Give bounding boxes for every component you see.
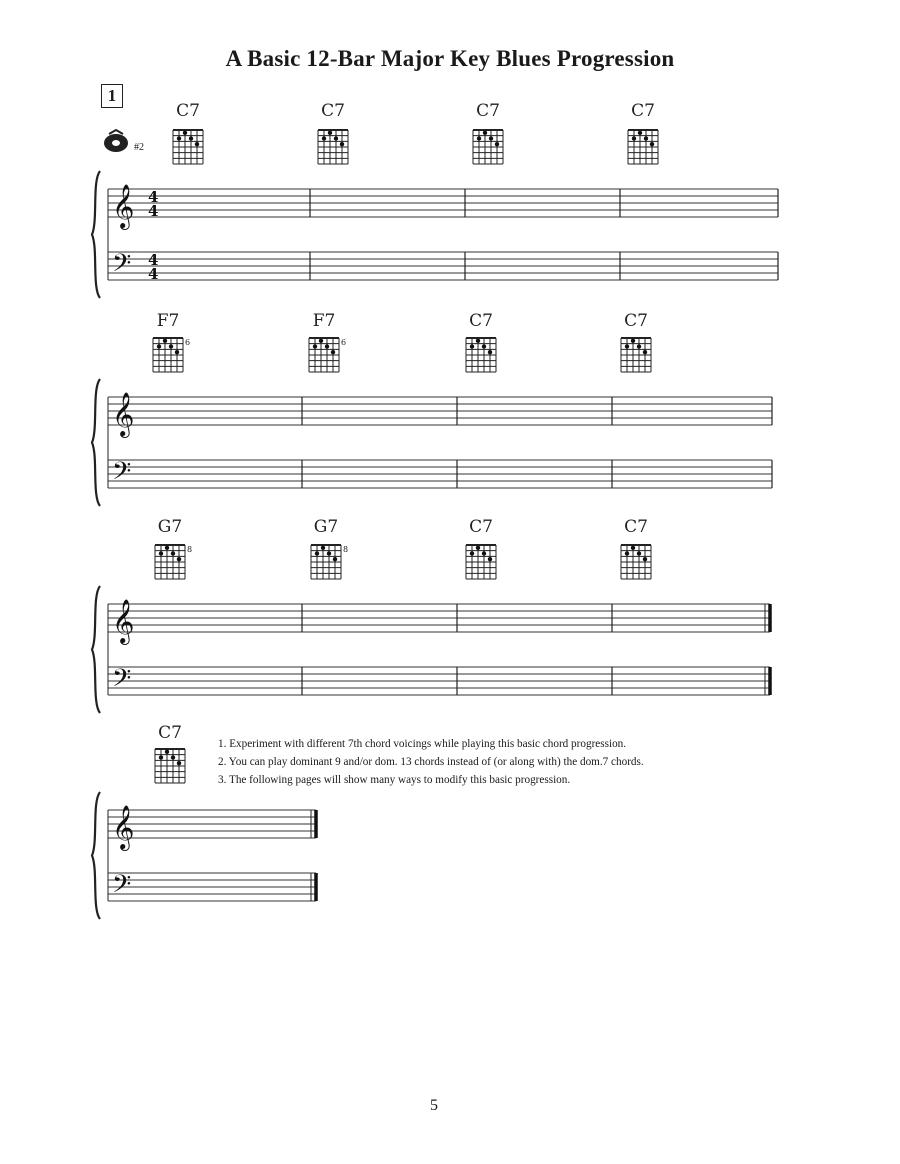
finger-dot	[644, 136, 648, 140]
finger-dot	[483, 131, 487, 135]
finger-dot	[319, 339, 323, 343]
finger-dot	[334, 136, 338, 140]
finger-dot	[637, 551, 641, 555]
chord-symbol: C7	[476, 101, 500, 121]
time-signature-bottom: 4	[148, 202, 159, 220]
chord-diagram	[311, 545, 348, 579]
chord-diagram	[466, 338, 496, 372]
finger-dot	[159, 755, 163, 759]
treble-clef: 𝄞	[112, 805, 135, 849]
finger-dot	[470, 344, 474, 348]
finger-dot	[163, 339, 167, 343]
finger-dot	[177, 761, 181, 765]
system-brace	[92, 379, 100, 506]
finger-dot	[631, 546, 635, 550]
finger-dot	[189, 136, 193, 140]
chord-symbol: F7	[312, 311, 336, 331]
finger-dot	[328, 131, 332, 135]
treble-clef: 𝄞	[112, 392, 135, 436]
finger-dot	[625, 551, 629, 555]
bass-clef: 𝄢	[112, 457, 132, 492]
example-number-box: 1	[101, 84, 123, 108]
chord-diagram	[155, 545, 192, 579]
finger-dot	[165, 750, 169, 754]
finger-dot	[171, 551, 175, 555]
finger-dot	[177, 557, 181, 561]
finger-dot	[175, 350, 179, 354]
finger-dot	[157, 344, 161, 348]
bass-clef: 𝄢	[112, 870, 132, 905]
note-3: 3. The following pages will show many ways to modify this basic progression.	[218, 774, 571, 786]
treble-clef: 𝄞	[112, 184, 135, 228]
finger-dot	[637, 344, 641, 348]
treble-staff	[108, 189, 778, 217]
finger-dot	[321, 546, 325, 550]
system-brace	[92, 171, 100, 298]
chord-diagram	[473, 130, 503, 164]
chord-symbol: C7	[631, 101, 655, 121]
finger-dot	[470, 551, 474, 555]
finger-dot	[632, 136, 636, 140]
staff-system	[92, 311, 772, 506]
finger-dot	[489, 136, 493, 140]
note-2: 2. You can play dominant 9 and/or dom. 13 chords instead of (or along with) the dom.7 chords.	[218, 756, 644, 768]
finger-dot	[171, 755, 175, 759]
finger-dot	[325, 344, 329, 348]
page-title: A Basic 12-Bar Major Key Blues Progression	[225, 46, 675, 71]
treble-staff	[108, 604, 770, 632]
cd-track-label: #2	[134, 142, 144, 153]
fret-number: 8	[187, 545, 193, 554]
finger-dot	[643, 557, 647, 561]
finger-dot	[313, 344, 317, 348]
finger-dot	[340, 142, 344, 146]
chord-diagram	[155, 749, 185, 783]
finger-dot	[322, 136, 326, 140]
chord-diagram	[173, 130, 203, 164]
chord-symbol: G7	[157, 517, 183, 537]
finger-dot	[625, 344, 629, 348]
chord-symbol: C7	[176, 101, 200, 121]
finger-dot	[331, 350, 335, 354]
system-brace	[92, 586, 100, 713]
finger-dot	[488, 557, 492, 561]
bass-staff	[108, 873, 316, 901]
chord-diagram	[621, 545, 651, 579]
bass-clef: 𝄢	[112, 664, 132, 699]
chord-diagram	[318, 130, 348, 164]
finger-dot	[482, 344, 486, 348]
finger-dot	[488, 350, 492, 354]
finger-dot	[159, 551, 163, 555]
chord-symbol: F7	[156, 311, 180, 331]
finger-dot	[165, 546, 169, 550]
chord-diagram	[153, 338, 190, 372]
fret-number: 6	[185, 338, 191, 347]
finger-dot	[195, 142, 199, 146]
note-1: 1. Experiment with different 7th chord voicings while playing this basic chord progression.	[218, 738, 627, 750]
chord-diagram	[628, 130, 658, 164]
chord-diagram	[309, 338, 346, 372]
chord-diagram	[466, 545, 496, 579]
chord-symbol: C7	[624, 311, 648, 331]
finger-dot	[476, 339, 480, 343]
finger-dot	[631, 339, 635, 343]
chord-symbol: G7	[313, 517, 339, 537]
fret-number: 6	[341, 338, 347, 347]
bass-staff	[108, 460, 772, 488]
chord-symbol: C7	[624, 517, 648, 537]
finger-dot	[169, 344, 173, 348]
finger-dot	[495, 142, 499, 146]
treble-clef: 𝄞	[112, 599, 135, 643]
system-brace	[92, 792, 100, 919]
finger-dot	[327, 551, 331, 555]
chord-diagram	[621, 338, 651, 372]
finger-dot	[183, 131, 187, 135]
chord-symbol: C7	[469, 311, 493, 331]
bass-staff	[108, 667, 770, 695]
bass-clef: 𝄢	[112, 249, 132, 284]
finger-dot	[177, 136, 181, 140]
finger-dot	[650, 142, 654, 146]
finger-dot	[477, 136, 481, 140]
finger-dot	[315, 551, 319, 555]
bass-staff	[108, 252, 778, 280]
treble-staff	[108, 397, 772, 425]
finger-dot	[333, 557, 337, 561]
staff-system	[92, 101, 778, 298]
time-signature-top: 4	[148, 188, 159, 206]
chord-symbol: C7	[158, 723, 182, 743]
time-signature-top: 4	[148, 251, 159, 269]
chord-symbol: C7	[469, 517, 493, 537]
time-signature-bottom: 4	[148, 265, 159, 283]
fret-number: 8	[343, 545, 349, 554]
finger-dot	[482, 551, 486, 555]
treble-staff	[108, 810, 316, 838]
staff-system	[92, 517, 770, 713]
page-number: 5	[430, 1097, 438, 1114]
finger-dot	[476, 546, 480, 550]
chord-symbol: C7	[321, 101, 345, 121]
finger-dot	[638, 131, 642, 135]
finger-dot	[643, 350, 647, 354]
performance-notes	[218, 735, 644, 789]
